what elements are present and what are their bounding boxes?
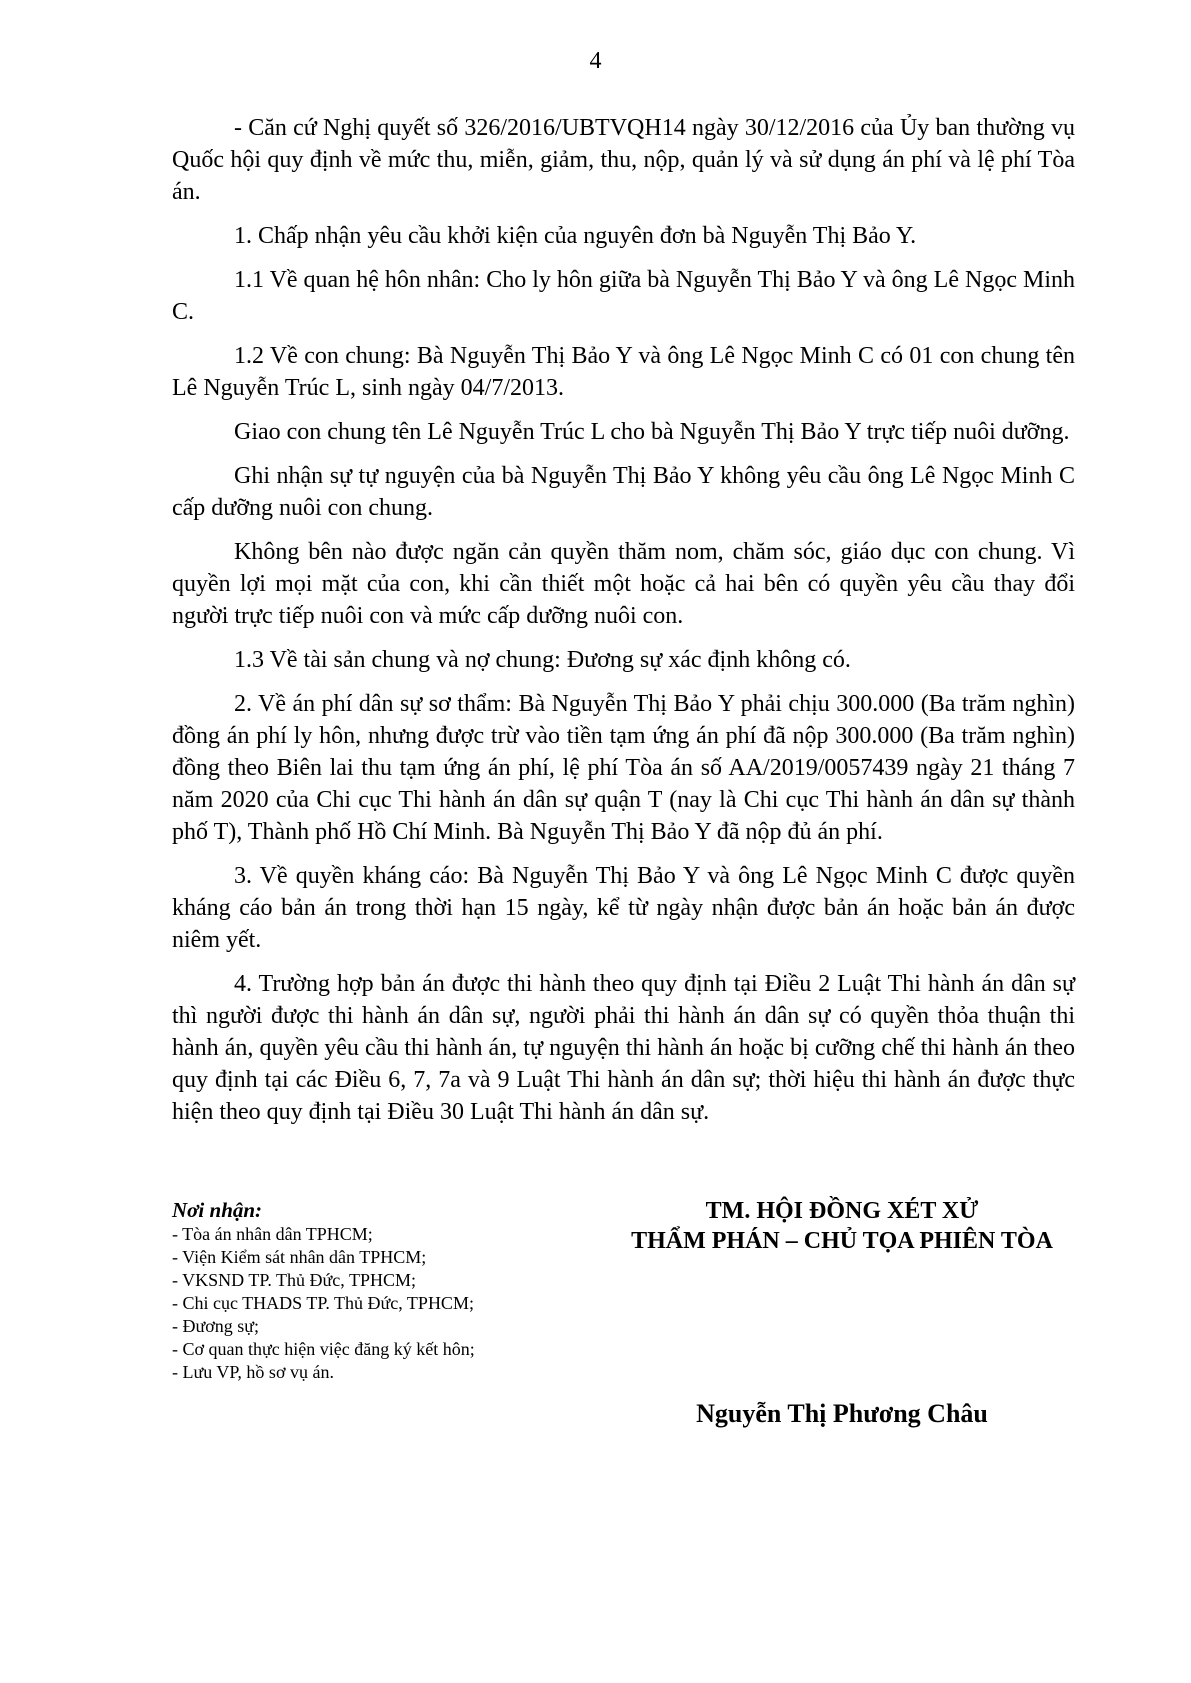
recipients-block <box>172 1197 592 1384</box>
judgment-body <box>172 112 1075 1140</box>
paragraph-appeal: 3. Về quyền kháng cáo: Bà Nguyễn Thị Bảo Y và ông Lê Ngọc Minh C được quyền kháng cáo bản án trong thời hạn 15 ngày, kể từ ngày nhận được bản án hoặc bản án được niêm yết. <box>172 863 1075 953</box>
signature-title-line2: THẨM PHÁN – CHỦ TỌA PHIÊN TÒA <box>631 1228 1053 1254</box>
recipient-item: - Chi cục THADS TP. Thủ Đức, TPHCM; <box>172 1293 474 1313</box>
recipients-title: Nơi nhận: <box>172 1198 263 1222</box>
recipients-list <box>172 1223 592 1384</box>
page-number: 4 <box>589 48 602 74</box>
recipient-item: - Lưu VP, hồ sơ vụ án. <box>172 1362 334 1382</box>
paragraph-visitation: Không bên nào được ngăn cản quyền thăm nom, chăm sóc, giáo dục con chung. Vì quyền lợi mọi mặt của con, khi cần thiết một hoặc cả hai bên có quyền yêu cầu thay đổi người trực tiếp nuôi con và mức cấp dưỡng nuôi con. <box>172 539 1075 629</box>
recipient-item: - Đương sự; <box>172 1316 260 1336</box>
recipient-item: - VKSND TP. Thủ Đức, TPHCM; <box>172 1270 416 1290</box>
paragraph-common-child: 1.2 Về con chung: Bà Nguyễn Thị Bảo Y và ông Lê Ngọc Minh C có 01 con chung tên Lê Nguyễn Trúc L, sinh ngày 04/7/2013. <box>172 343 1075 401</box>
paragraph-no-support: Ghi nhận sự tự nguyện của bà Nguyễn Thị Bảo Y không yêu cầu ông Lê Ngọc Minh C cấp dưỡng nuôi con chung. <box>172 463 1075 521</box>
paragraph-enforcement: 4. Trường hợp bản án được thi hành theo quy định tại Điều 2 Luật Thi hành án dân sự thì người được thi hành án dân sự, người phải thi hành án dân sự có quyền thỏa thuận thi hành án, quyền yêu cầu thi hành án, tự nguyện thi hành án hoặc bị cưỡng chế thi hành án theo quy định tại các Điều 6, 7, 7a và 9 Luật Thi hành án dân sự; thời hiệu thi hành án được thực hiện theo quy định tại Điều 30 Luật Thi hành án dân sự. <box>172 971 1075 1125</box>
recipient-item: - Cơ quan thực hiện việc đăng ký kết hôn; <box>172 1339 475 1359</box>
paragraph-assets-debts: 1.3 Về tài sản chung và nợ chung: Đương sự xác định không có. <box>234 647 851 673</box>
signer-name: Nguyễn Thị Phương Châu <box>696 1399 988 1428</box>
paragraph-marriage: 1.1 Về quan hệ hôn nhân: Cho ly hôn giữa bà Nguyễn Thị Bảo Y và ông Lê Ngọc Minh C. <box>172 267 1075 325</box>
paragraph-custody: Giao con chung tên Lê Nguyễn Trúc L cho bà Nguyễn Thị Bảo Y trực tiếp nuôi dưỡng. <box>234 419 1070 445</box>
paragraph-accept-claim: 1. Chấp nhận yêu cầu khởi kiện của nguyên đơn bà Nguyễn Thị Bảo Y. <box>234 223 917 249</box>
recipient-item: - Viện Kiểm sát nhân dân TPHCM; <box>172 1247 427 1267</box>
signature-title-line1: TM. HỘI ĐỒNG XÉT XỬ <box>705 1198 979 1224</box>
paragraph-legal-basis: - Căn cứ Nghị quyết số 326/2016/UBTVQH14 ngày 30/12/2016 của Ủy ban thường vụ Quốc hội quy định về mức thu, miễn, giảm, thu, nộp, quản lý và sử dụng án phí và lệ phí Tòa án. <box>172 115 1075 205</box>
paragraph-court-fee: 2. Về án phí dân sự sơ thẩm: Bà Nguyễn Thị Bảo Y phải chịu 300.000 (Ba trăm nghìn) đồng án phí ly hôn, nhưng được trừ vào tiền tạm ứng án phí đã nộp 300.000 (Ba trăm nghìn) đồng theo Biên lai thu tạm ứng án phí, lệ phí Tòa án số AA/2019/0057439 ngày 21 tháng 7 năm 2020 của Chi cục Thi hành án dân sự quận T (nay là Chi cục Thi hành án dân sự thành phố T), Thành phố Hồ Chí Minh. Bà Nguyễn Thị Bảo Y đã nộp đủ án phí. <box>172 691 1075 845</box>
signature-block <box>592 1196 1092 1256</box>
recipient-item: - Tòa án nhân dân TPHCM; <box>172 1224 373 1244</box>
